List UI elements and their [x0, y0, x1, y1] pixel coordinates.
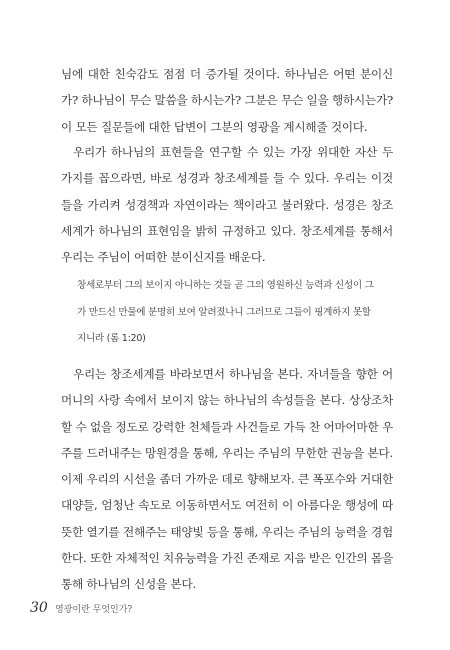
- running-title: 영광이란 무엇인가?: [55, 605, 133, 615]
- body-paragraph-1: 님에 대한 친숙감도 점점 더 증가될 것이다. 하나님은 어떤 분이신가? 하나님이 무슨 말씀을 하시는가? 그분은 무슨 일을 행하시는가? 이 모든 질문들에 대한 답변이 그분의 영광을 계시해줄 것이다.: [61, 67, 393, 134]
- page-number: 30: [30, 600, 48, 616]
- body-paragraph-3: 우리는 창조세계를 바라보면서 하나님을 본다. 자녀들을 향한 어머니의 사랑 속에서 보이지 않는 하나님의 속성들을 본다. 상상조차 할 수 없을 정도로 강력한 천체들과 사건들로 가득 찬 어마어마한 우주를 드러내주는 망원경을 통해, 우리는 주님의 무한한 권능을 본다. 이제 우리의 시선을 좀더 가까운 데로 향해보자. 큰 폭포수와 거대한 대양들, 엄청난 속도로 이동하면서도 여전히 이 아름다운 행성에 따뜻한 열기를 전해주는 태양빛 등을 통해, 우리는 주님의 능력을 경험한다. 또한 자체적인 치유능력을 가진 존재로 지음 받은 인간의 몸을 통해 하나님의 신성을 본다.: [61, 367, 393, 592]
- body-paragraph-2: 우리가 하나님의 표현들을 연구할 수 있는 가장 위대한 자산 두 가지를 꼽으라면, 바로 성경과 창조세계를 들 수 있다. 우리는 이것들을 가리켜 성경책과 자연이라는 책이라고 불러왔다. 성경은 창조세계가 하나님의 표현임을 밝히 규정하고 있다. 창조세계를 통해서 우리는 주님이 어떠한 분이신지를 배운다.: [61, 145, 393, 265]
- scripture-quote: 창세로부터 그의 보이지 아니하는 것들 곧 그의 영원하신 능력과 신성이 그가 만드신 만물에 분명히 보여 알려졌나니 그러므로 그들이 핑계하지 못할지니라 (롬 1:20): [77, 280, 374, 344]
- page-footer: [30, 600, 132, 616]
